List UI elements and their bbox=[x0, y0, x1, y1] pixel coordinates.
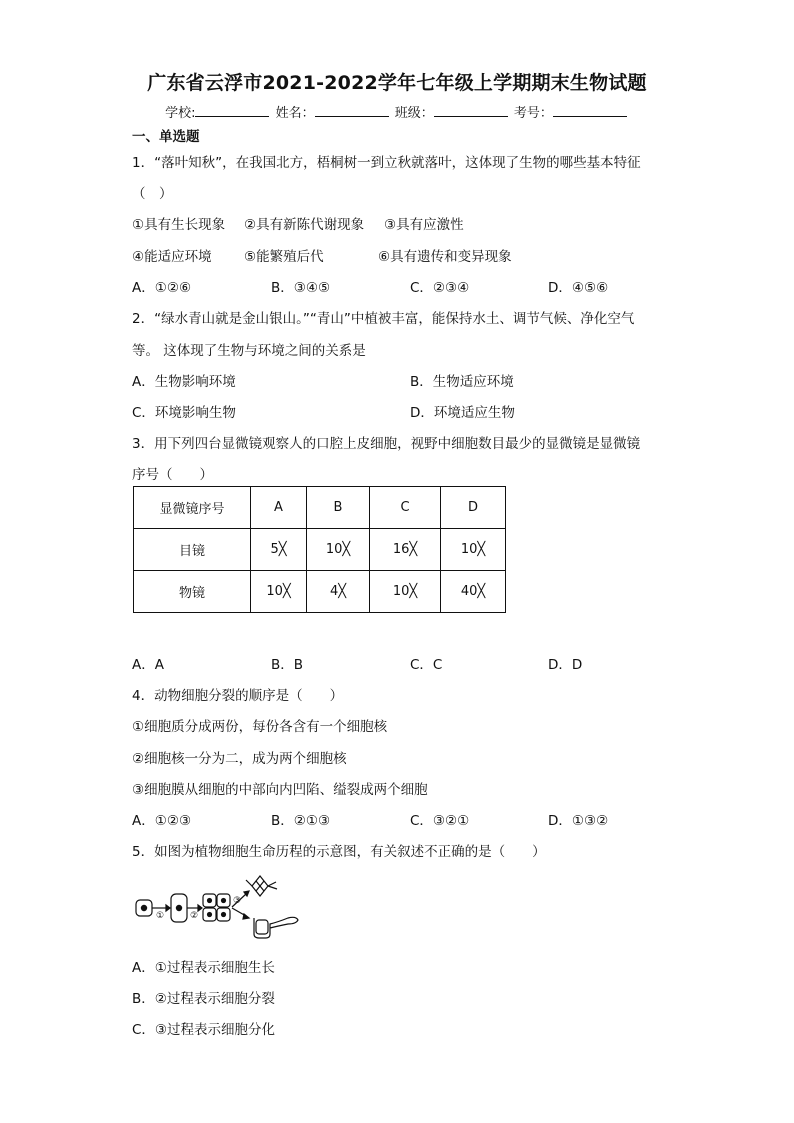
table-cell: 4╳ bbox=[307, 571, 370, 613]
q2-stem-line1: 2．“绿水青山就是金山银山。”“青山”中植被丰富，能保持水土、调节气候、净化空气 bbox=[132, 311, 635, 327]
table-row bbox=[134, 571, 506, 613]
table-header-cell: B bbox=[307, 487, 370, 529]
table-header-cell: D bbox=[441, 487, 506, 529]
exam-number-blank[interactable] bbox=[553, 104, 627, 117]
q1-option-d[interactable]: D．④⑤⑥ bbox=[548, 280, 609, 296]
q5-option-a[interactable]: A．①过程表示细胞生长 bbox=[132, 960, 275, 976]
q4-item-2: ②细胞核一分为二，成为两个细胞核 bbox=[132, 751, 347, 767]
q1-stem-line1: 1．“落叶知秋”，在我国北方，梧桐树一到立秋就落叶，这体现了生物的哪些基本特征 bbox=[132, 155, 641, 171]
class-label: 班级： bbox=[394, 106, 434, 121]
q5-option-b[interactable]: B．②过程表示细胞分裂 bbox=[132, 991, 275, 1007]
q3-option-b[interactable]: B．B bbox=[271, 657, 304, 673]
q2-stem-line2: 等。 这体现了生物与环境之间的关系是 bbox=[132, 343, 366, 359]
microscope-table bbox=[133, 486, 506, 613]
table-header-cell: C bbox=[370, 487, 441, 529]
q5-option-c[interactable]: C．③过程表示细胞分化 bbox=[132, 1022, 276, 1038]
q1-item-4: ④能适应环境 bbox=[132, 249, 212, 265]
exam-number-label: 考号： bbox=[513, 106, 553, 121]
q1-item-2: ②具有新陈代谢现象 bbox=[244, 217, 365, 233]
q2-option-b[interactable]: B．生物适应环境 bbox=[410, 374, 514, 390]
q1-option-b[interactable]: B．③④⑤ bbox=[271, 280, 331, 296]
q2-option-d[interactable]: D．环境适应生物 bbox=[410, 405, 515, 421]
q3-stem-line2: 序号（ ） bbox=[132, 467, 213, 483]
q1-option-c[interactable]: C．②③④ bbox=[410, 280, 470, 296]
q4-option-c[interactable]: C．③②① bbox=[410, 813, 470, 829]
student-info-line bbox=[0, 102, 794, 121]
q5-stem: 5．如图为植物细胞生命历程的示意图，有关叙述不正确的是（ ） bbox=[132, 844, 546, 860]
q1-item-3: ③具有应激性 bbox=[384, 217, 464, 233]
q4-option-b[interactable]: B．②①③ bbox=[271, 813, 331, 829]
name-blank[interactable] bbox=[315, 104, 389, 117]
q4-item-1: ①细胞质分成两份，每份各含有一个细胞核 bbox=[132, 719, 388, 735]
school-label: 学校: bbox=[165, 106, 196, 121]
process-label-1: ① bbox=[156, 911, 165, 921]
q1-option-a[interactable]: A．①②⑥ bbox=[132, 280, 192, 296]
q2-option-c[interactable]: C．环境影响生物 bbox=[132, 405, 236, 421]
table-cell: 16╳ bbox=[370, 529, 441, 571]
q1-item-6: ⑥具有遗传和变异现象 bbox=[378, 249, 512, 265]
q3-option-d[interactable]: D．D bbox=[548, 657, 583, 673]
table-cell: 10╳ bbox=[307, 529, 370, 571]
table-cell: 5╳ bbox=[251, 529, 307, 571]
q3-stem-line1: 3．用下列四台显微镜观察人的口腔上皮细胞，视野中细胞数目最少的显微镜是显微镜 bbox=[132, 436, 641, 452]
q3-option-a[interactable]: A．A bbox=[132, 657, 164, 673]
table-cell: 10╳ bbox=[251, 571, 307, 613]
q4-item-3: ③细胞膜从细胞的中部向内凹陷、缢裂成两个细胞 bbox=[132, 782, 428, 798]
plant-cell-life-diagram bbox=[132, 872, 302, 942]
q1-stem-line2: （ ） bbox=[132, 186, 173, 202]
process-label-3: ③ bbox=[233, 896, 242, 906]
table-cell: 物镜 bbox=[134, 571, 251, 613]
class-blank[interactable] bbox=[434, 104, 508, 117]
q2-option-a[interactable]: A．生物影响环境 bbox=[132, 374, 236, 390]
process-label-2: ② bbox=[190, 911, 199, 921]
q3-option-c[interactable]: C．C bbox=[410, 657, 443, 673]
page-title: 广东省云浮市2021-2022学年七年级上学期期末生物试题 bbox=[147, 72, 647, 94]
q4-option-a[interactable]: A．①②③ bbox=[132, 813, 192, 829]
section-heading: 一、单选题 bbox=[132, 129, 200, 145]
table-cell: 目镜 bbox=[134, 529, 251, 571]
q1-item-1: ①具有生长现象 bbox=[132, 217, 226, 233]
table-cell: 10╳ bbox=[441, 529, 506, 571]
table-header-row bbox=[134, 487, 506, 529]
table-cell: 40╳ bbox=[441, 571, 506, 613]
table-header-cell: 显微镜序号 bbox=[134, 487, 251, 529]
table-header-cell: A bbox=[251, 487, 307, 529]
q4-stem: 4．动物细胞分裂的顺序是（ ） bbox=[132, 688, 344, 704]
table-cell: 10╳ bbox=[370, 571, 441, 613]
q4-option-d[interactable]: D．①③② bbox=[548, 813, 609, 829]
q1-item-5: ⑤能繁殖后代 bbox=[244, 249, 324, 265]
name-label: 姓名： bbox=[275, 106, 315, 121]
school-blank[interactable] bbox=[195, 104, 269, 117]
table-row bbox=[134, 529, 506, 571]
